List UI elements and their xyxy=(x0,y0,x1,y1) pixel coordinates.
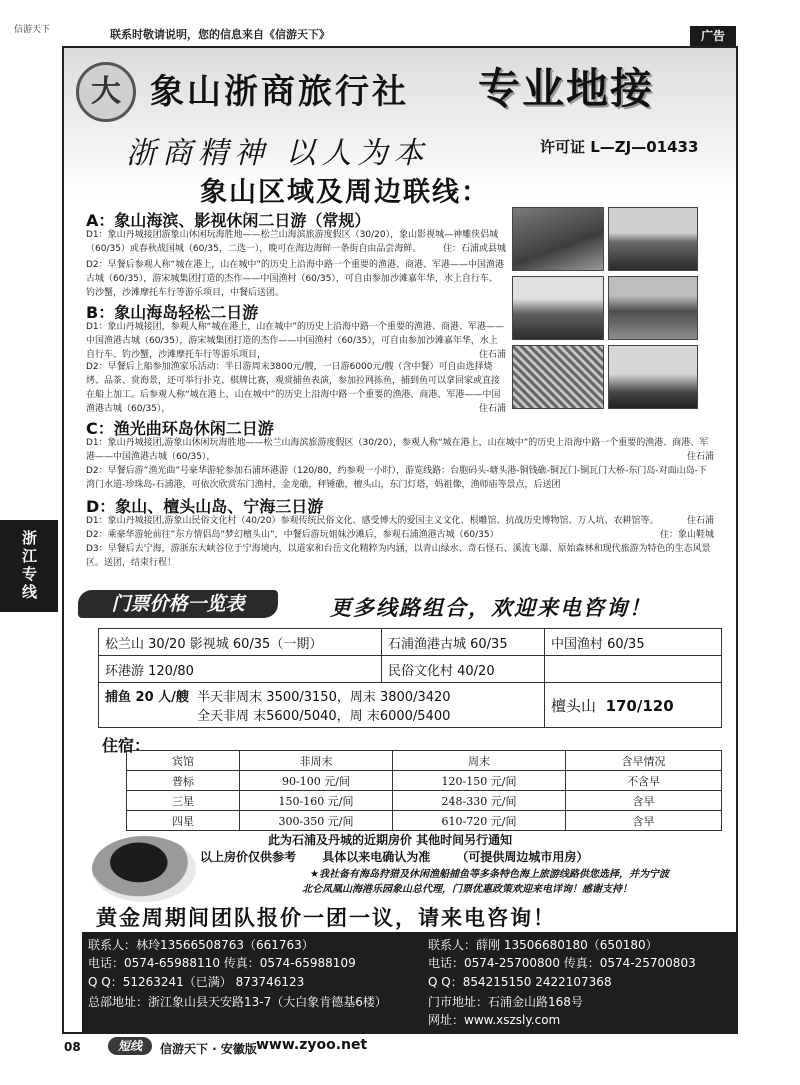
right-phone: 电话：0574-25700800 传真：0574-25700803 xyxy=(428,956,696,970)
agency-partner-note: 北仑凤凰山海港乐园象山总代理，门票优惠政策欢迎来电详询！感谢支持！ xyxy=(302,884,632,895)
fishing-cell xyxy=(99,683,545,728)
column-header: 周末 xyxy=(393,751,566,771)
ticket-price-badge: 门票价格一览表 xyxy=(78,590,278,618)
table-row xyxy=(127,811,722,831)
agency-name: 象山浙商旅行社 xyxy=(150,72,409,112)
photo-bay xyxy=(512,276,604,340)
route-a-d1-stay: 住：石浦或县城 xyxy=(442,244,506,254)
hotel-cell: 含早 xyxy=(566,811,722,831)
route-d-d2 xyxy=(86,528,714,542)
pro-label: 专业地接 xyxy=(478,64,655,113)
route-d-d1-stay: 住石浦 xyxy=(686,516,714,526)
column-header: 含早情况 xyxy=(566,751,722,771)
ticket-cell: 环港游 120/80 xyxy=(99,656,382,683)
slogan: 浙商精神 以人为本 xyxy=(126,136,430,171)
left-contact-person: 联系人：林玲13566508763（661763） xyxy=(88,938,314,952)
route-d-d3: D3：早餐后去宁海，游浙东大峡谷位于宁海境内，以道家和台岳文化精粹为内涵，以青山绿水、奇石怪石、溪流飞瀑、原始森林和现代旅游为特色的生态风景区。送团，结束行程！ xyxy=(86,544,711,568)
golden-week-notice: 黄金周期间团队报价一团一议，请来电咨询！ xyxy=(96,906,556,930)
lodging-title: 住宿： xyxy=(102,736,151,755)
route-c-d1 xyxy=(86,436,714,464)
table-header-row xyxy=(127,751,722,771)
hotel-cell: 150-160 元/间 xyxy=(240,791,393,811)
table-row xyxy=(99,656,722,683)
route-a-title: A：象山海滨、影视休闲二日游（常规） xyxy=(86,211,371,230)
route-c-title: C：渔光曲环岛休闲二日游 xyxy=(86,419,274,438)
fishing-line2: 全天非周 末5600/5040，周 末6000/5400 xyxy=(197,709,451,724)
footer-brand: 信游天下 · 安徽版 xyxy=(160,1042,257,1056)
route-d-d1-text: D1：象山丹城接团,游象山民俗文化村（40/20）参观传统民俗文化、感受博大的爱国主义文化、根雕馆、抗战历史博物馆、万人坑、农耕馆等。 xyxy=(86,516,659,526)
right-qq: Q Q：854215150 2422107368 xyxy=(428,975,612,989)
ticket-cell: 中国渔村 60/35 xyxy=(545,629,722,656)
route-c-d1-stay: 住石浦 xyxy=(686,452,714,462)
more-lines-callout: 更多线路组合，欢迎来电咨询！ xyxy=(330,596,652,620)
ad-label: 广告 xyxy=(690,26,736,46)
photo-beach xyxy=(608,207,698,271)
route-b-d1-text: D1：象山丹城接团，参观人称“城在港上，山在城中”的历史上沿海中路一个重要的渔港、商港、军港——中国渔港古城（60/35），游宋城集团打造的杰作——中国渔村（60/35），可自由参加沙滩嘉年华，水上自行车、钓沙蟹，沙滩摩托车行等游乐项目， xyxy=(86,322,504,360)
photo-coast xyxy=(512,207,604,271)
hotel-cell: 90-100 元/间 xyxy=(240,771,393,791)
hotel-cell: 610-720 元/间 xyxy=(393,811,566,831)
column-header: 非周末 xyxy=(240,751,393,771)
hotel-cell: 四星 xyxy=(127,811,240,831)
hotel-cell: 不含早 xyxy=(566,771,722,791)
hotel-cell: 248-330 元/间 xyxy=(393,791,566,811)
headquarters-address: 总部地址：浙江象山县天安路13-7（大白象肯德基6楼） xyxy=(88,995,387,1009)
note-confirm: 具体以来电确认为准 xyxy=(322,850,431,864)
route-a-d1 xyxy=(86,228,506,256)
ticket-cell: 石浦渔港古城 60/35 xyxy=(382,629,545,656)
lodging-table xyxy=(126,750,722,831)
table-row xyxy=(127,791,722,811)
fishing-label: 捕鱼 20 人/艘 xyxy=(105,690,189,705)
note-reference: 以上房价仅供参考 xyxy=(200,850,297,864)
left-qq: Q Q：51263241（已满） 873746123 xyxy=(88,975,305,989)
photo-island xyxy=(608,276,698,340)
hotel-cell: 含早 xyxy=(566,791,722,811)
route-a-d2: D2：早餐后参观人称“城在港上，山在城中”的历史上沿海中路一个重要的渔港、商港、军港——中国渔港古城（60/35），游宋城集团打造的杰作——中国渔村（60/35），可自由参加沙滩嘉年华，水上自行车、钓沙蟹，沙滩摩托车行等游乐项目，中餐后送团。 xyxy=(86,260,504,298)
left-phone: 电话：0574-65988110 传真：0574-65988109 xyxy=(88,956,356,970)
hotel-cell: 300-350 元/间 xyxy=(240,811,393,831)
ticket-table xyxy=(98,628,722,728)
magazine-logo: 信游天下 xyxy=(14,25,51,35)
photo-rocks xyxy=(608,345,698,409)
island-photo xyxy=(92,836,196,902)
section-tag: 短线 xyxy=(108,1037,152,1055)
fishing-line1: 半天非周末 3500/3150，周末 3800/3420 xyxy=(197,690,451,705)
route-d-d2-text: D2：乘豪华游轮前往”东方情侣岛”梦幻檀头山”，中餐后游玩姐妹沙滩后，参观石浦渔港古城（60/35） xyxy=(86,530,499,540)
route-c-d1-text: D1：象山丹城接团,游象山休闲玩海胜地——松兰山海滨旅游度假区（30/20），参观人称“城在港上，山在城中”的历史上沿海中路一个重要的渔港、商港、军港——中国渔港古城（60/35）， xyxy=(86,438,709,462)
table-row xyxy=(99,683,722,728)
hotel-cell: 120-150 元/间 xyxy=(393,771,566,791)
tantou-cell xyxy=(545,683,722,728)
photo-crowd xyxy=(512,345,604,409)
footer-url[interactable]: www.zyoo.net xyxy=(256,1037,368,1053)
page-number: 08 xyxy=(64,1040,81,1054)
table-row xyxy=(99,629,722,656)
agency-logo-icon: 大 xyxy=(76,62,136,122)
route-d-title: D：象山、檀头山岛、宁海三日游 xyxy=(86,497,324,516)
source-notice: 联系时敬请说明，您的信息来自《信游天下》 xyxy=(110,28,330,41)
route-d-d1 xyxy=(86,514,714,528)
zhejiang-line-tab: 浙江专线 xyxy=(0,520,58,612)
hotel-cell: 普标 xyxy=(127,771,240,791)
regional-title: 象山区域及周边联线： xyxy=(200,177,490,208)
contact-panel xyxy=(82,932,738,1034)
ticket-cell: 松兰山 30/20 影视城 60/35（一期） xyxy=(99,629,382,656)
route-a-d1-text: D1：象山丹城接团游象山休闲玩海胜地——松兰山海滨旅游度假区（30/20），象山影视城—神雕侠侣城（60/35）或春秋战国城（60/35，二选一），晚可在海边海鲜一条街自由品尝海鲜。 xyxy=(86,230,499,254)
route-b-d1 xyxy=(86,320,506,362)
note-nearby: （可提供周边城市用房） xyxy=(456,850,589,864)
table-row xyxy=(127,771,722,791)
route-b-d2 xyxy=(86,360,506,416)
price-note: 此为石浦及丹城的近期房价 其他时间另行通知 xyxy=(268,833,513,847)
route-b-d2-text: D2：早餐后上船参加渔家乐活动：半日游周末3800元/艘，一日游6000元/艘（含中餐）可自由选择烧烤、品茶、赏海景，还可举行扑克、棋牌比赛，观赏捕鱼表演，参加拉网拣鱼，捕到鱼可以拿回家或直接在船上加工。后参观人称“城在港上，山在城中”的历史上沿海中路一个重要的渔港、商港、军港——中国渔港古城（60/35）， xyxy=(86,362,501,414)
route-b-title: B：象山海岛轻松二日游 xyxy=(86,303,259,322)
hotel-cell: 三星 xyxy=(127,791,240,811)
route-c-d2: D2：早餐后游”渔光曲”号豪华游轮参加石浦环港游（120/80，约参观一小时），游览线路：台胞码头-塘头港-铜钱礁-铜瓦门-铜瓦门大桥-东门岛-对面山岛-下湾门水道-珍珠岛-石浦港，可依次欣赏东门渔村，金龙礁，秤锤礁，檀头山，东门灯塔，妈祖像，渔师庙等景点，后送团 xyxy=(86,466,707,490)
tantou-label: 檀头山 xyxy=(551,696,597,715)
website-link[interactable]: 网址：www.xszsly.com xyxy=(428,1013,561,1027)
license-number: 许可证 L—ZJ—01433 xyxy=(540,138,699,156)
right-contact-person: 联系人：薛刚 13506680180（650180） xyxy=(428,938,658,952)
ticket-cell xyxy=(545,656,722,683)
ticket-cell: 民俗文化村 40/20 xyxy=(382,656,545,683)
store-address: 门市地址：石浦金山路168号 xyxy=(428,995,583,1009)
price-reference-note xyxy=(200,848,610,865)
route-b-d2-stay: 住石浦 xyxy=(478,404,506,414)
column-header: 宾馆 xyxy=(127,751,240,771)
special-lines-note: ★我社备有海岛狩猎及休闲渔船捕鱼等多条特色海上旅游线路供您选择，并为宁波 xyxy=(310,869,669,880)
route-d-d2-stay: 住：象山鞋城 xyxy=(659,530,714,540)
route-b-d1-stay: 住石浦 xyxy=(478,350,506,360)
tantou-price: 170/120 xyxy=(605,696,674,715)
